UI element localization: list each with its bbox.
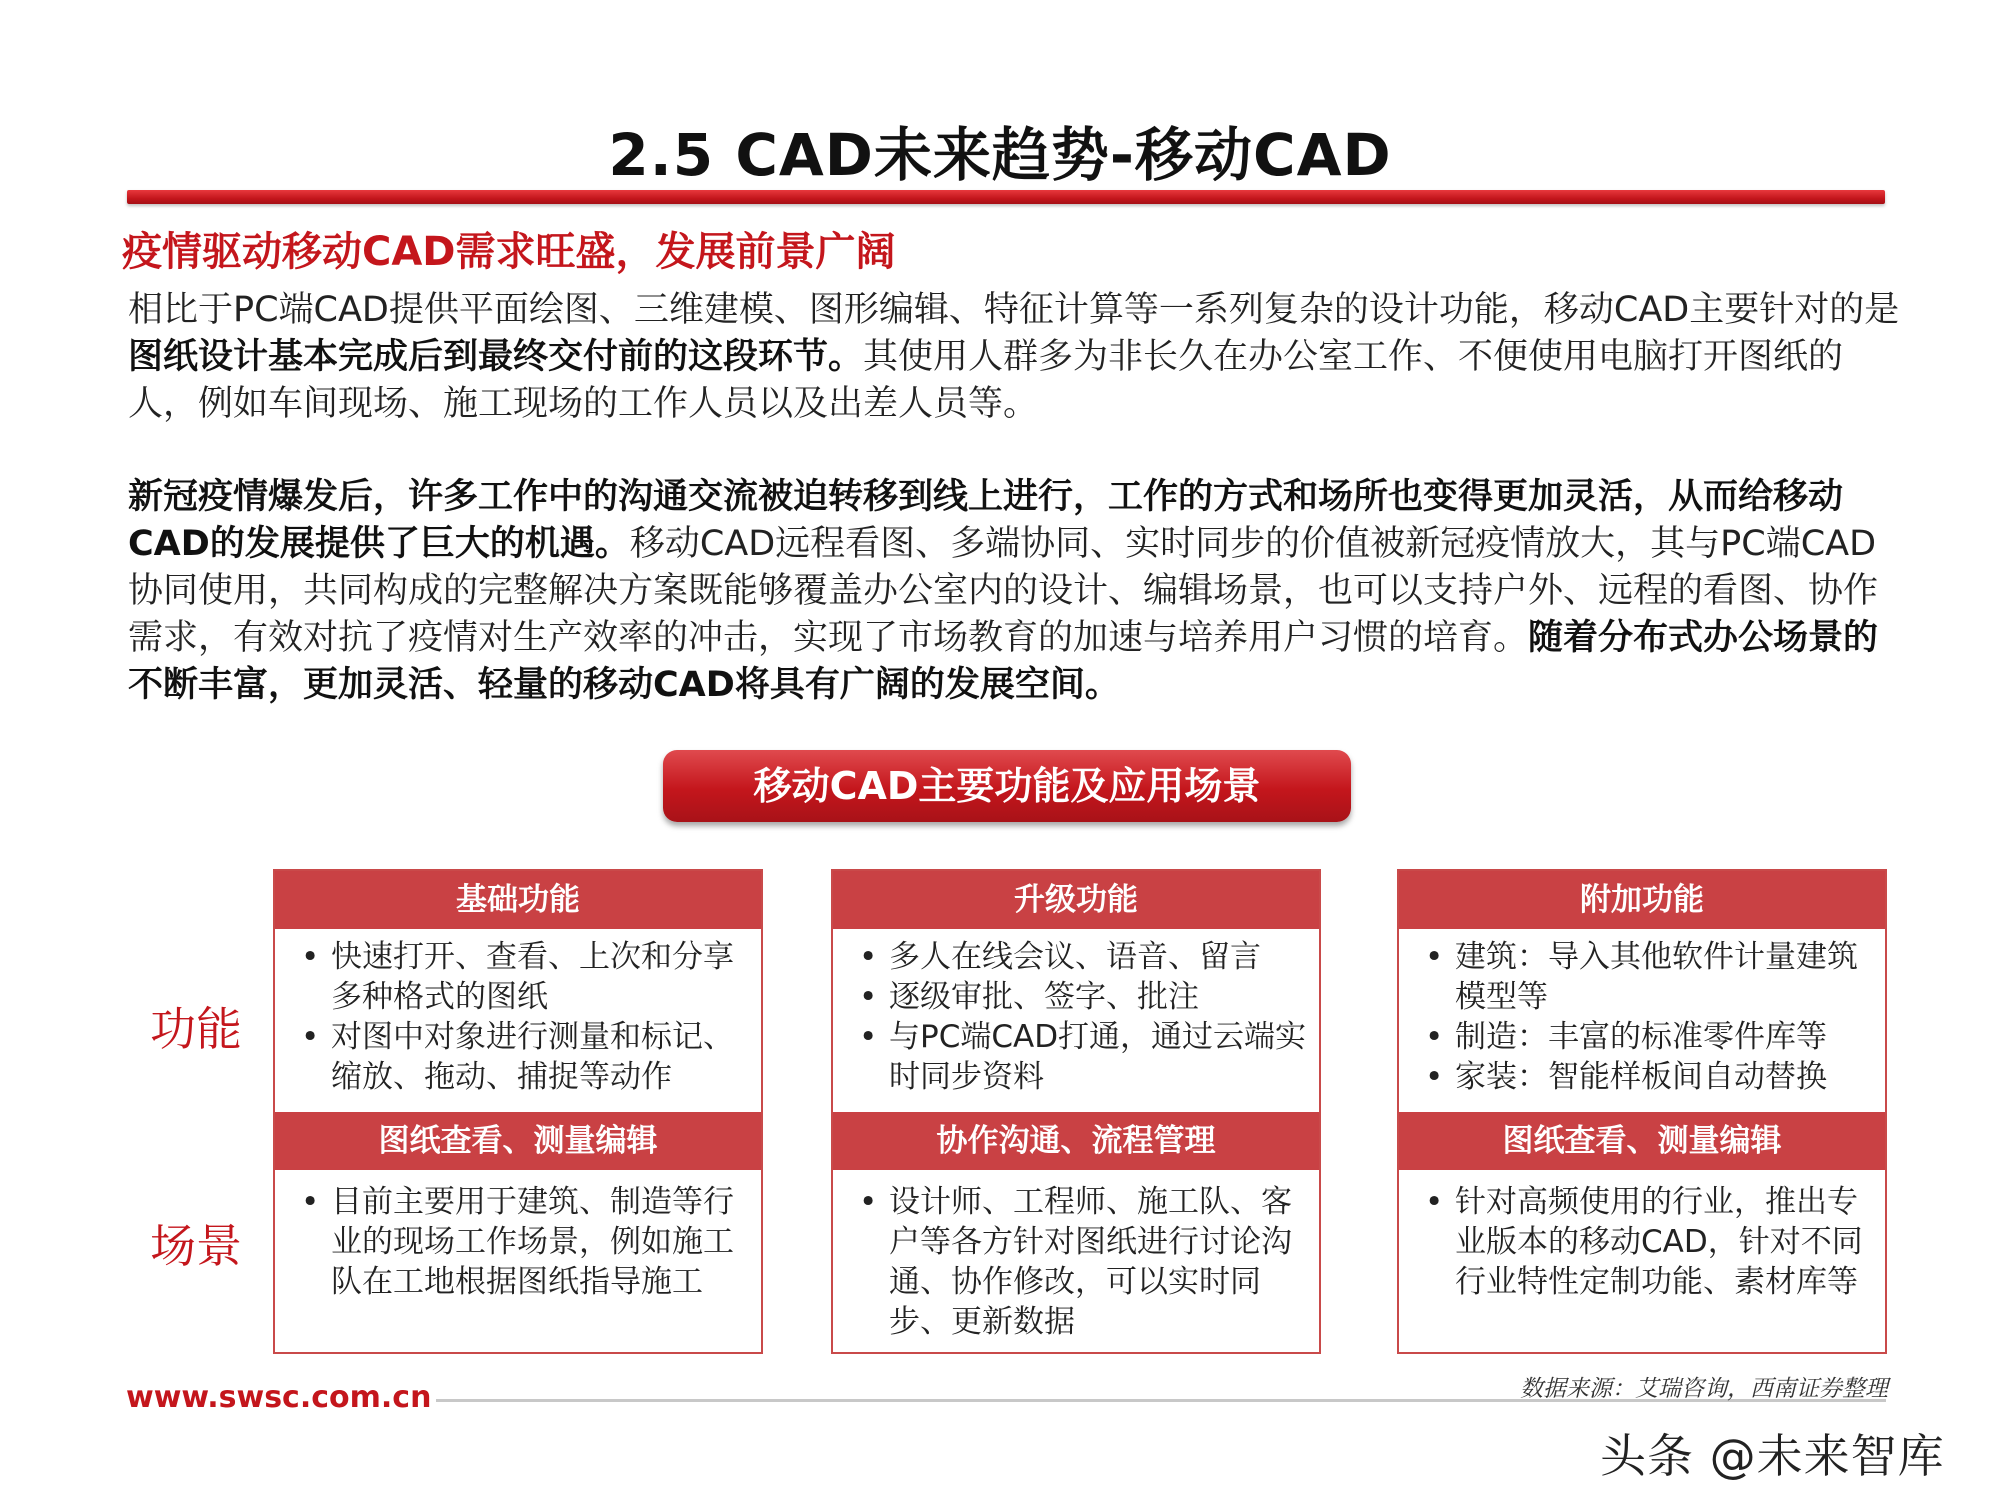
title-divider-bar <box>127 190 1885 204</box>
list-item: • 快速打开、查看、上次和分享多种格式的图纸 <box>331 937 751 1017</box>
feature-column-addon <box>1397 869 1887 1354</box>
column-header: 附加功能 <box>1399 871 1885 929</box>
list-item: • 逐级审批、签字、批注 <box>889 977 1309 1017</box>
page-title: 2.5 CAD未来趋势-移动CAD <box>608 121 1392 189</box>
column-header: 基础功能 <box>275 871 761 929</box>
intro-rest-text: 其使用人群多为非长久在办公室工作、不便使用电脑打开图纸的人，例如车间现场、施工现场的工作人员以及出差人员等。 <box>128 337 1844 424</box>
list-item: • 多人在线会议、语音、留言 <box>889 937 1309 977</box>
pandemic-bold-text: 新冠疫情爆发后，许多工作中的沟通交流被迫转移到线上进行，工作的方式和场所也变得更加灵活，从而给移动CAD的发展提供了巨大的机遇。 <box>128 477 1844 564</box>
row-label-scene: 场景 <box>150 1219 242 1273</box>
list-item: • 建筑：导入其他软件计量建筑模型等 <box>1455 937 1875 1017</box>
intro-text: 相比于PC端CAD提供平面绘图、三维建模、图形编辑、特征计算等一系列复杂的设计功能，移动CAD主要针对的是 <box>128 290 1900 330</box>
list-item: • 家装：智能样板间自动替换 <box>1455 1057 1875 1097</box>
column-header: 升级功能 <box>833 871 1319 929</box>
list-item: • 制造：丰富的标准零件库等 <box>1455 1017 1875 1057</box>
scene-header: 协作沟通、流程管理 <box>833 1112 1319 1170</box>
footer-website-link[interactable]: www.swsc.com.cn <box>126 1380 432 1415</box>
list-item: • 与PC端CAD打通，通过云端实时同步资料 <box>889 1017 1309 1097</box>
watermark: 头条 @未来智库 <box>1600 1429 1945 1483</box>
list-item: • 对图中对象进行测量和标记、缩放、拖动、捕捉等动作 <box>331 1017 751 1097</box>
section-subtitle: 疫情驱动移动CAD需求旺盛，发展前景广阔 <box>122 229 896 275</box>
function-list-box <box>833 929 1319 1112</box>
scene-header: 图纸查看、测量编辑 <box>275 1112 761 1170</box>
intro-paragraph <box>128 287 1900 428</box>
scene-list-box <box>275 1170 761 1352</box>
row-label-function: 功能 <box>150 1002 242 1056</box>
pandemic-middle-text: 移动CAD远程看图、多端协同、实时同步的价值被新冠疫情放大，其与PC端CAD协同使用，共同构成的完整解决方案既能够覆盖办公室内的设计、编辑场景，也可以支持户外、远程的看图、协作需求，有效对抗了疫情对生产效率的冲击，实现了市场教育的加速与培养用户习惯的培育。 <box>128 524 1879 658</box>
data-source-note: 数据来源：艾瑞咨询，西南证券整理 <box>1520 1376 1888 1402</box>
functions-banner: 移动CAD主要功能及应用场景 <box>663 750 1351 822</box>
scene-list-box <box>1399 1170 1885 1352</box>
list-item: • 目前主要用于建筑、制造等行业的现场工作场景，例如施工队在工地根据图纸指导施工 <box>331 1182 751 1302</box>
feature-column-basic <box>273 869 763 1354</box>
intro-bold-text: 图纸设计基本完成后到最终交付前的这段环节。 <box>128 337 864 377</box>
scene-header: 图纸查看、测量编辑 <box>1399 1112 1885 1170</box>
function-list-box <box>275 929 761 1112</box>
list-item: • 设计师、工程师、施工队、客户等各方针对图纸进行讨论沟通、协作修改，可以实时同步、更新数据 <box>889 1182 1309 1342</box>
pandemic-conclusion-text: 随着分布式办公场景的不断丰富，更加灵活、轻量的移动CAD将具有广阔的发展空间。 <box>128 618 1879 705</box>
list-item: • 针对高频使用的行业，推出专业版本的移动CAD，针对不同行业特性定制功能、素材库等 <box>1455 1182 1875 1302</box>
pandemic-paragraph <box>128 474 1900 709</box>
scene-list-box <box>833 1170 1319 1352</box>
feature-column-upgrade <box>831 869 1321 1354</box>
function-list-box <box>1399 929 1885 1112</box>
